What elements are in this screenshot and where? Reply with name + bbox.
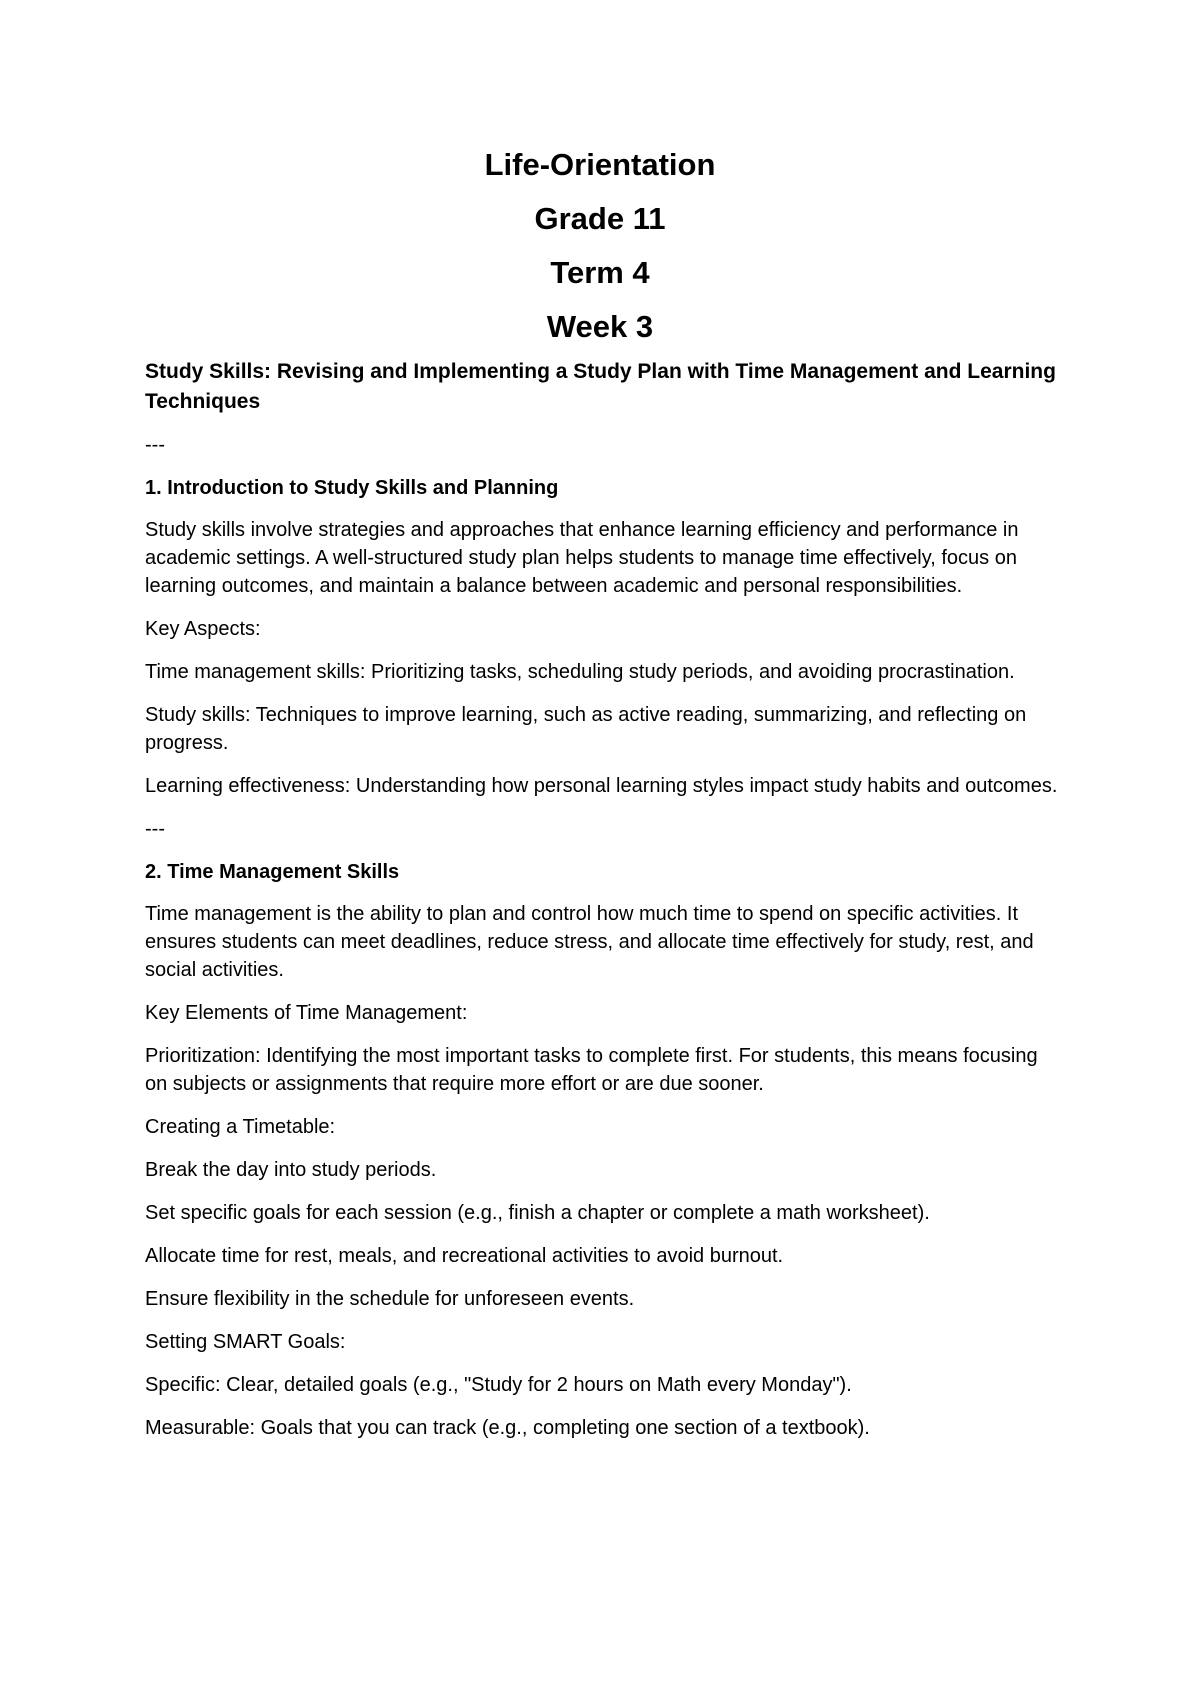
section-1-intro: Study skills involve strategies and approaches that enhance learning efficiency and performance in academic settings. A well-structured study plan helps students to manage time effectively, focus on learning outcomes, and maintain a balance between academic and personal responsibilities. <box>145 519 1019 597</box>
document-body <box>145 357 1065 1457</box>
smart-goals-label: Setting SMART Goals: <box>145 1331 346 1353</box>
section-2-intro: Time management is the ability to plan and control how much time to spend on specific activities. It ensures students can meet deadlines, reduce stress, and allocate time effectively for study, rest, and social activities. <box>145 903 1034 981</box>
aspect-item: Study skills: Techniques to improve learning, such as active reading, summarizing, and reflecting on progress. <box>145 704 1027 754</box>
term-title: Term 4 <box>550 255 650 290</box>
aspect-item: Time management skills: Prioritizing tasks, scheduling study periods, and avoiding procrastination. <box>145 661 1015 683</box>
separator: --- <box>145 818 165 840</box>
separator: --- <box>145 434 165 456</box>
week-title: Week 3 <box>546 309 654 344</box>
timetable-item: Break the day into study periods. <box>145 1159 437 1181</box>
timetable-item: Allocate time for rest, meals, and recreational activities to avoid burnout. <box>145 1245 784 1267</box>
section-2-heading: 2. Time Management Skills <box>145 861 400 883</box>
prioritization-paragraph: Prioritization: Identifying the most important tasks to complete first. For students, this means focusing on subjects or assignments that require more effort or are due sooner. <box>145 1045 1038 1095</box>
section-1-heading: 1. Introduction to Study Skills and Planning <box>145 477 559 499</box>
smart-goal-item: Measurable: Goals that you can track (e.g., completing one section of a textbook). <box>145 1417 870 1439</box>
key-aspects-label: Key Aspects: <box>145 618 261 640</box>
subject-title: Life-Orientation <box>484 147 716 182</box>
key-elements-label: Key Elements of Time Management: <box>145 1002 468 1024</box>
timetable-label: Creating a Timetable: <box>145 1116 336 1138</box>
timetable-item: Ensure flexibility in the schedule for unforeseen events. <box>145 1288 635 1310</box>
title-block <box>0 138 1200 354</box>
smart-goal-item: Specific: Clear, detailed goals (e.g., "Study for 2 hours on Math every Monday"). <box>145 1374 852 1396</box>
grade-title: Grade 11 <box>534 201 666 236</box>
document-subtitle: Study Skills: Revising and Implementing a Study Plan with Time Management and Learning Techniques <box>145 360 1056 413</box>
timetable-item: Set specific goals for each session (e.g., finish a chapter or complete a math worksheet). <box>145 1202 930 1224</box>
aspect-item: Learning effectiveness: Understanding how personal learning styles impact study habits and outcomes. <box>145 775 1058 797</box>
